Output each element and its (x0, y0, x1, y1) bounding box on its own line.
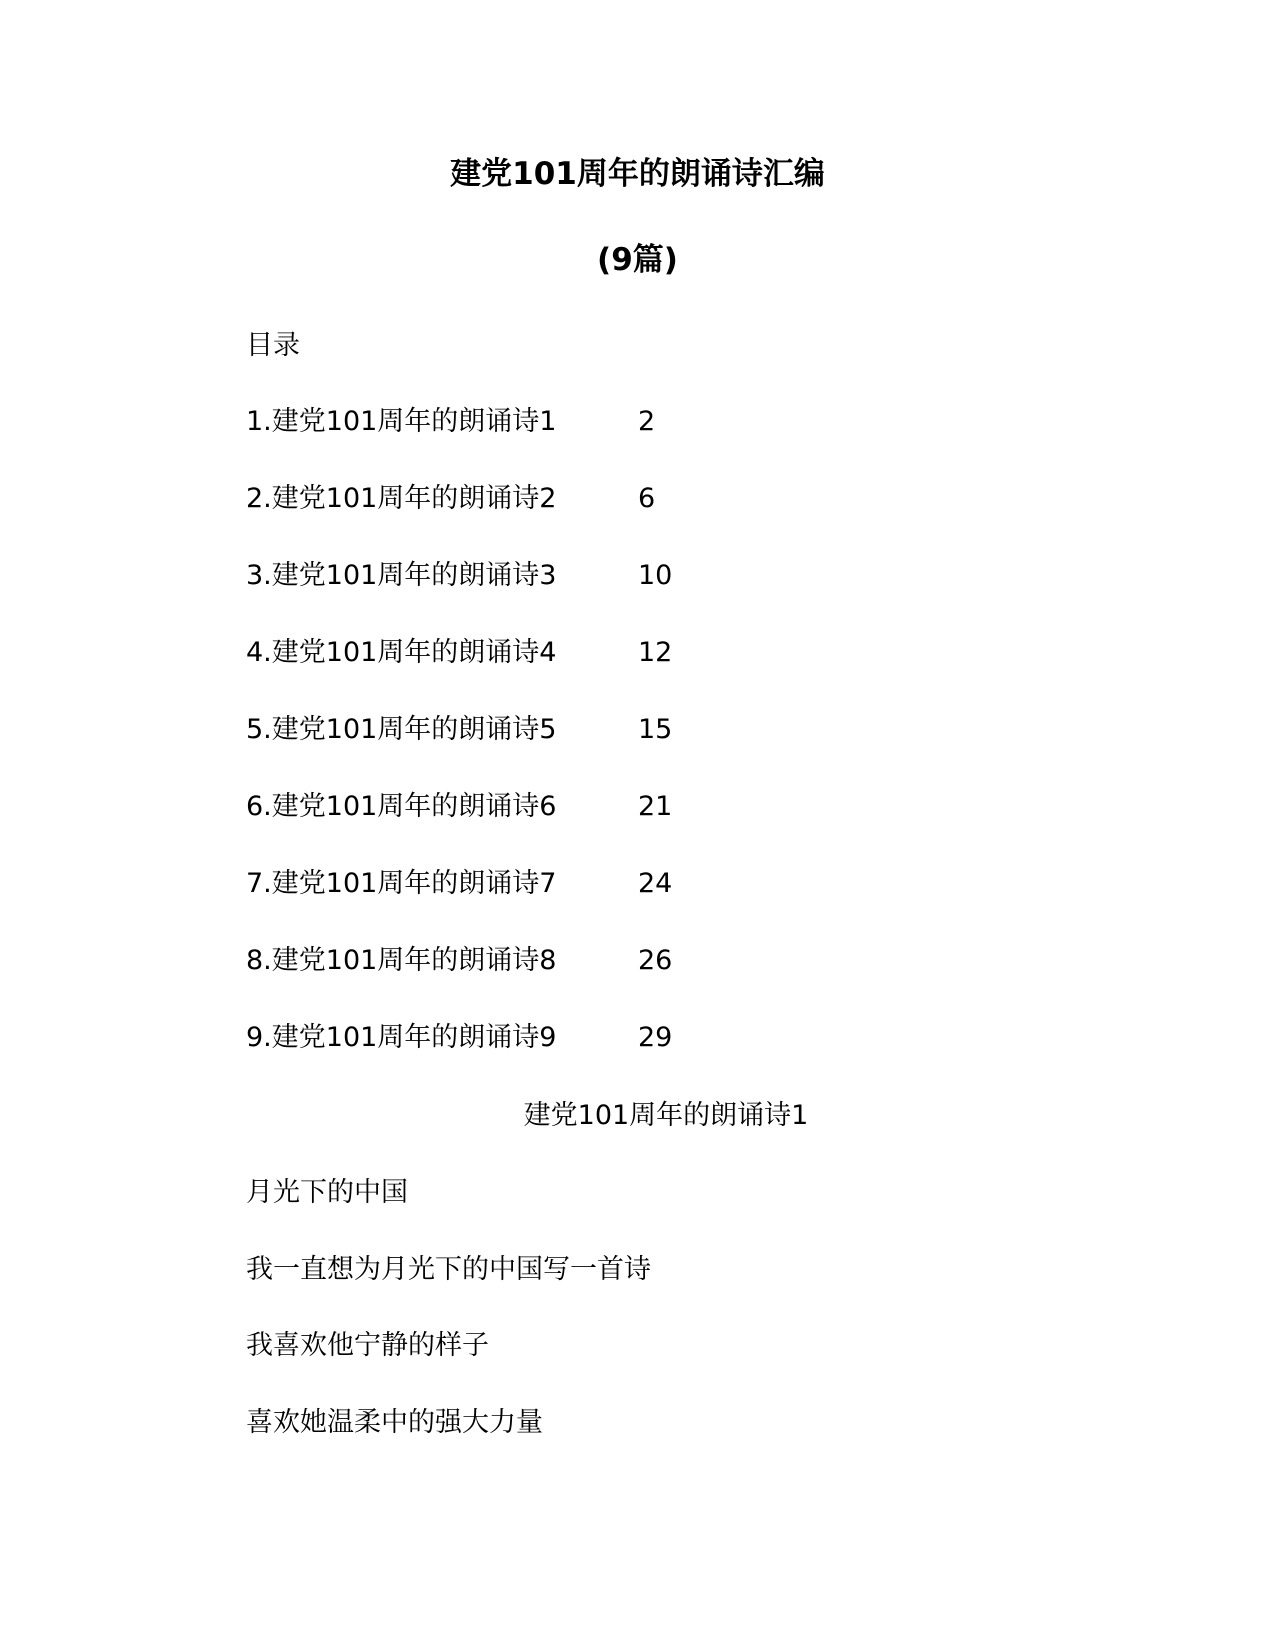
toc-item[interactable] (246, 1020, 672, 1097)
toc-item[interactable] (246, 404, 672, 481)
toc-item-label: 9.建党101周年的朗诵诗9 (246, 1022, 557, 1053)
toc-item-label: 3.建党101周年的朗诵诗3 (246, 560, 557, 591)
toc-item[interactable] (246, 943, 672, 1020)
toc-item-label: 2.建党101周年的朗诵诗2 (246, 483, 557, 514)
toc-item[interactable] (246, 866, 672, 943)
toc-item-page: 2 (638, 406, 656, 437)
poem-line: 我喜欢他宁静的样子 (246, 1330, 489, 1361)
toc-item-label: 8.建党101周年的朗诵诗8 (246, 945, 557, 976)
toc-item[interactable] (246, 481, 672, 558)
toc-item[interactable] (246, 789, 672, 866)
document-subtitle: (9篇) (597, 242, 678, 278)
toc-item-page: 10 (638, 560, 673, 591)
toc-item-label: 4.建党101周年的朗诵诗4 (246, 637, 557, 668)
toc-item-page: 6 (638, 483, 656, 514)
toc-item-page: 29 (638, 1022, 673, 1053)
poem-line: 我一直想为月光下的中国写一首诗 (246, 1254, 651, 1285)
toc-item[interactable] (246, 558, 672, 635)
toc-item-label: 6.建党101周年的朗诵诗6 (246, 791, 557, 822)
poem-line: 喜欢她温柔中的强大力量 (246, 1407, 543, 1438)
toc-item-page: 12 (638, 637, 673, 668)
toc-item-page: 24 (638, 868, 673, 899)
toc-item-label: 1.建党101周年的朗诵诗1 (246, 406, 557, 437)
toc-item[interactable] (246, 712, 672, 789)
toc-item-page: 26 (638, 945, 673, 976)
toc-item-label: 5.建党101周年的朗诵诗5 (246, 714, 557, 745)
table-of-contents (246, 404, 672, 1097)
section-heading: 建党101周年的朗诵诗1 (523, 1100, 809, 1131)
toc-item-label: 7.建党101周年的朗诵诗7 (246, 868, 557, 899)
toc-heading: 目录 (246, 330, 300, 361)
toc-item[interactable] (246, 635, 672, 712)
toc-item-page: 21 (638, 791, 673, 822)
toc-item-page: 15 (638, 714, 673, 745)
document-title: 建党101周年的朗诵诗汇编 (450, 156, 825, 192)
poem-line: 月光下的中国 (246, 1177, 408, 1208)
